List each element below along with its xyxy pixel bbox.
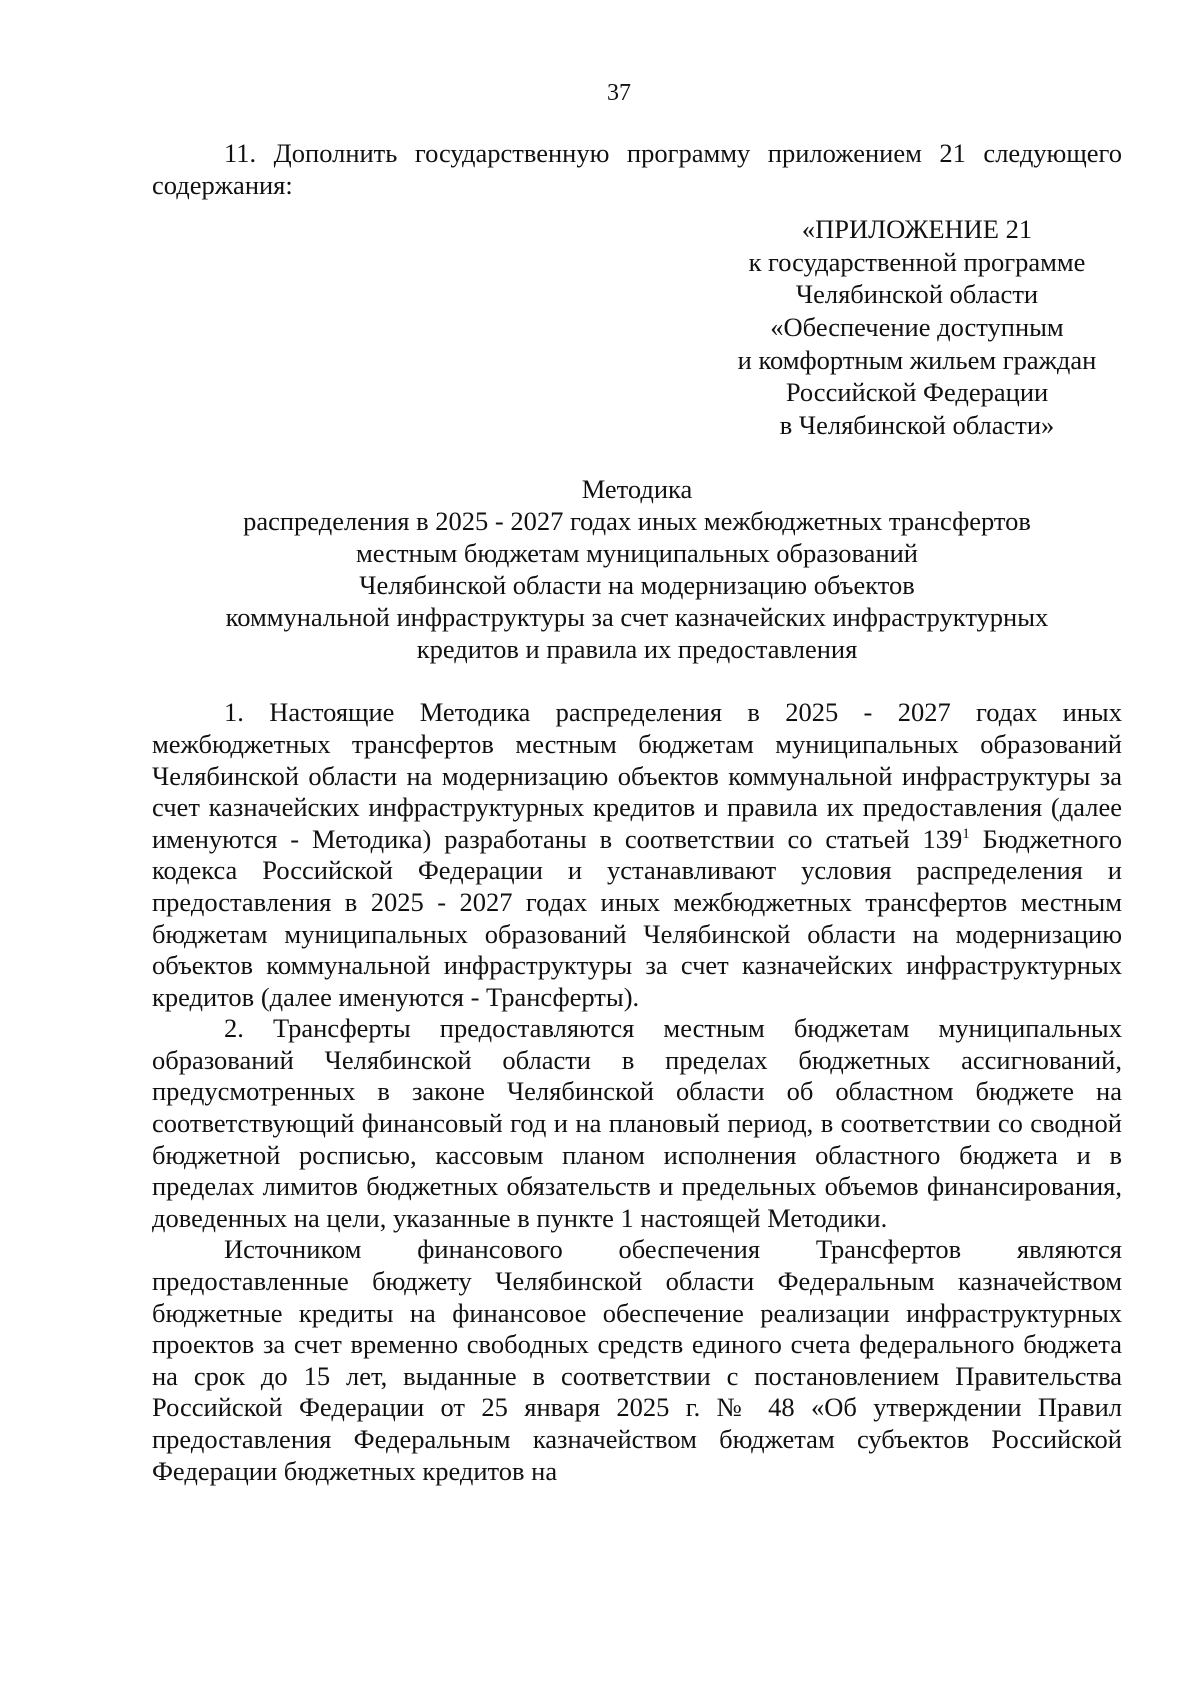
paragraph-2: 2. Трансферты предоставляются местным бюджетам муниципальных образований Челябинской области в пределах бюджетных ассигнований, предусмотренных в законе Челябинской области об областном бюджете на соответствующий финансовый год и на плановый период, в соответствии со сводной бюджетной росписью, кассовым планом исполнения областного бюджета и в пределах лимитов бюджетных обязательств и предельных объемов финансирования, доведенных на цели, указанные в пункте 1 настоящей Методики. bbox=[152, 1013, 1122, 1233]
method-title-line: распределения в 2025 - 2027 годах иных межбюджетных трансфертов bbox=[243, 506, 1031, 537]
paragraph-1-part-b: Бюджетного кодекса Российской Федерации и устанавливают условия распределения и предоставления в 2025 - 2027 годах иных межбюджетных трансфертов местным бюджетам муниципальных образований Челябинской области на модернизацию объектов коммунальной инфраструктуры за счет казначейских инфраструктурных кредитов (далее именуются - Трансферты). bbox=[152, 823, 1122, 1012]
method-title-line: коммунальной инфраструктуры за счет казначейских инфраструктурных bbox=[225, 602, 1049, 633]
paragraph-3: Источником финансового обеспечения Трансфертов являются предоставленные бюджету Челябинской области Федеральным казначейством бюджетные кредиты на финансовое обеспечение реализации инфраструктурных проектов за счет временно свободных средств единого счета федерального бюджета на срок до 15 лет, выданные в соответствии с постановлением Правительства Российской Федерации от 25 января 2025 г. № 48 «Об утверждении Правил предоставления Федеральным казначейством бюджетам субъектов Российской Федерации бюджетных кредитов на bbox=[152, 1234, 1122, 1486]
appendix-line: «ПРИЛОЖЕНИЕ 21 bbox=[801, 214, 1033, 245]
method-title-line: кредитов и правила их предоставления bbox=[416, 634, 858, 665]
appendix-line: к государственной программе bbox=[748, 246, 1086, 277]
paragraph-1-part-a: 1. Настоящие Методика распределения в 2025 - 2027 годах иных межбюджетных трансфертов местным бюджетам муниципальных образований Челябинской области на модернизацию объектов коммунальной инфраструктуры за счет казначейских инфраструктурных кредитов и правила их предоставления (далее именуются - Методика) разработаны в соответствии со статьей 139 bbox=[152, 697, 1122, 854]
method-title-line: местным бюджетам муниципальных образований bbox=[356, 538, 918, 569]
method-title-line: Методика bbox=[581, 474, 693, 505]
page-number: 37 bbox=[607, 80, 631, 106]
appendix-line: в Челябинской области» bbox=[779, 409, 1055, 440]
appendix-line: Российской Федерации bbox=[785, 377, 1049, 408]
article-superscript: 1 bbox=[962, 825, 970, 842]
document-body bbox=[152, 138, 1122, 1487]
intro-paragraph: 11. Дополнить государственную программу приложением 21 следующего содержания: bbox=[152, 138, 1122, 200]
method-title-line: Челябинской области на модернизацию объектов bbox=[359, 570, 915, 601]
appendix-line: и комфортным жильем граждан bbox=[737, 344, 1097, 375]
paragraph-1 bbox=[152, 697, 1122, 1013]
method-title bbox=[152, 473, 1122, 665]
appendix-line: «Обеспечение доступным bbox=[770, 311, 1064, 342]
appendix-line: Челябинской области bbox=[795, 279, 1039, 310]
appendix-header bbox=[712, 213, 1122, 441]
